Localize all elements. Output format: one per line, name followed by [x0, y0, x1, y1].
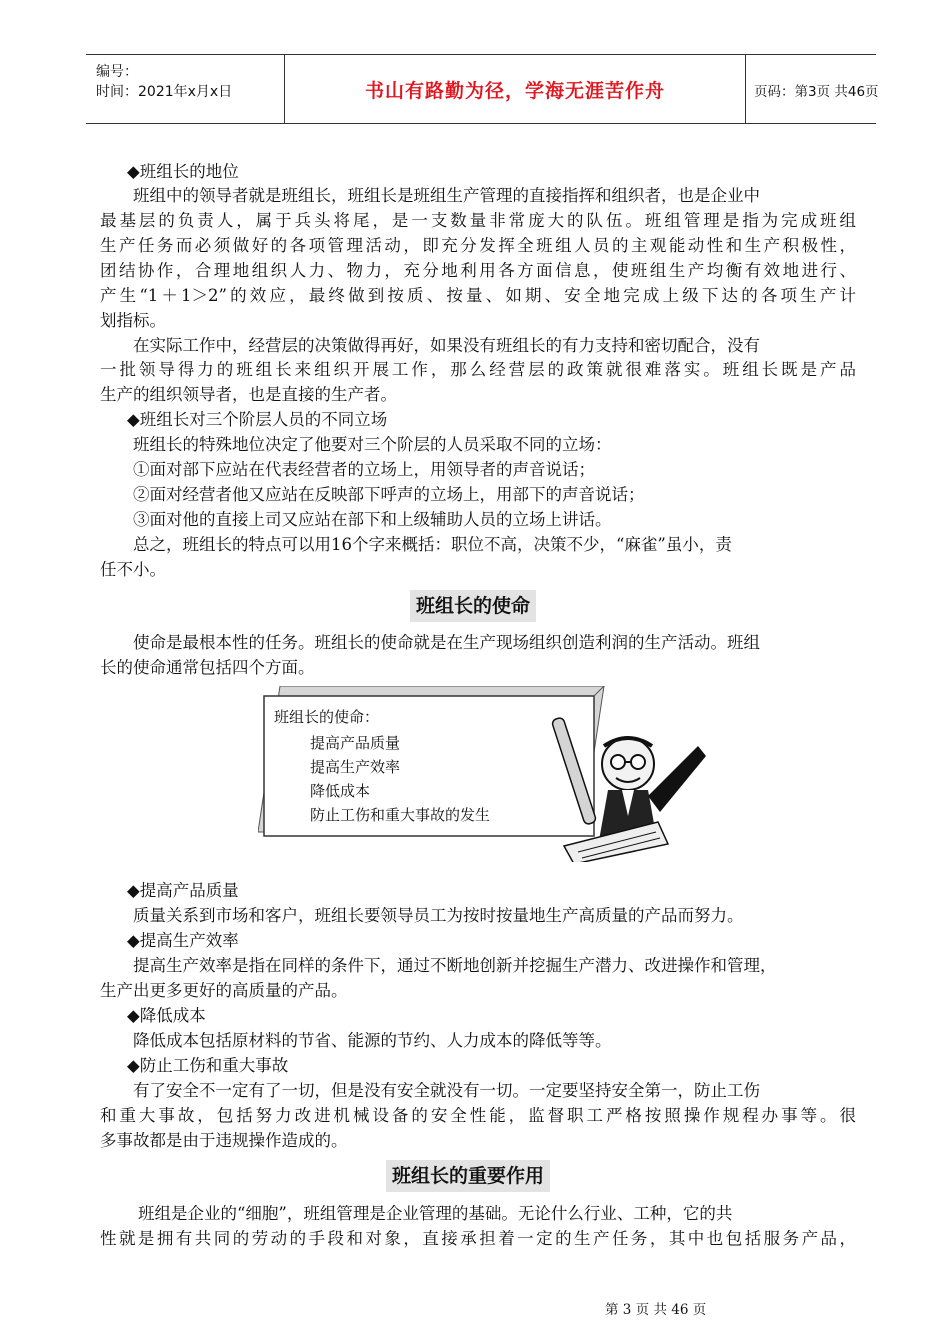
doc-number-label: 编号：	[96, 64, 138, 80]
header-page-info: 页码：第3页 共46页	[754, 84, 879, 100]
bullet-heading-quality: ◆提高产品质量	[127, 881, 239, 900]
page-footer: 第 3 页 共 46 页	[605, 1302, 707, 1318]
body-line: 质量关系到市场和客户，班组长要领导员工为按时按量地生产高质量的产品而努力。	[133, 906, 744, 925]
body-line: ③面对他的直接上司又应站在部下和上级辅助人员的立场上讲话。	[133, 510, 612, 529]
illustration-item: 提高产品质量	[310, 734, 401, 752]
body-line: 长的使命通常包括四个方面。	[100, 658, 315, 677]
body-line: 生产的组织领导者，也是直接的生产者。	[100, 385, 397, 404]
header-meta-cell	[86, 55, 284, 123]
section-title-role: 班组长的重要作用	[386, 1160, 550, 1192]
illustration-item: 降低成本	[310, 782, 371, 800]
bullet-heading-safety: ◆防止工伤和重大事故	[127, 1056, 289, 1075]
body-line: 团结协作，合理地组织人力、物力，充分地利用各方面信息，使班组生产均衡有效地进行、	[100, 261, 856, 280]
body-line: 划指标。	[100, 311, 166, 330]
body-line: 总之，班组长的特点可以用16个字来概括：职位不高，决策不少，“麻雀”虽小，责	[133, 535, 732, 554]
body-line: 班组中的领导者就是班组长，班组长是班组生产管理的直接指挥和组织者，也是企业中	[133, 186, 760, 205]
illustration-item: 提高生产效率	[310, 758, 401, 776]
body-line: ②面对经营者他又应站在反映部下呼声的立场上，用部下的声音说话；	[133, 485, 645, 504]
body-line: 性就是拥有共同的劳动的手段和对象，直接承担着一定的生产任务，其中也包括服务产品，	[100, 1229, 856, 1248]
body-line: 生产出更多更好的高质量的产品。	[100, 981, 348, 1000]
body-line: 产生“1＋1＞2”的效应，最终做到按质、按量、如期、安全地完成上级下达的各项生产计	[100, 286, 856, 305]
illustration-heading: 班组长的使命：	[274, 708, 380, 726]
mission-illustration	[258, 686, 706, 862]
body-line: 班组是企业的“细胞”，班组管理是企业管理的基础。无论什么行业、工种，它的共	[138, 1204, 733, 1223]
body-line: 和重大事故，包括努力改进机械设备的安全性能，监督职工严格按照操作规程办事等。很	[100, 1106, 856, 1125]
body-line: 一批领导得力的班组长来组织开展工作，那么经营层的政策就很难落实。班组长既是产品	[100, 360, 856, 379]
bullet-heading-cost: ◆降低成本	[127, 1006, 206, 1025]
doc-time-label: 时间：2021年x月x日	[96, 84, 233, 100]
body-line: ①面对部下应站在代表经营者的立场上，用领导者的声音说话；	[133, 460, 595, 479]
header-page-cell	[746, 55, 879, 123]
body-line: 提高生产效率是指在同样的条件下，通过不断地创新并挖掘生产潜力、改进操作和管理，	[133, 956, 777, 975]
body-line: 最基层的负责人，属于兵头将尾，是一支数量非常庞大的队伍。班组管理是指为完成班组	[100, 211, 856, 230]
bullet-heading-positions: ◆班组长对三个阶层人员的不同立场	[127, 410, 388, 429]
illustration-item: 防止工伤和重大事故的发生	[310, 806, 491, 824]
header-motto: 书山有路勤为径，学海无涯苦作舟	[364, 80, 665, 102]
body-line: 多事故都是由于违规操作造成的。	[100, 1131, 348, 1150]
body-line: 使命是最根本性的任务。班组长的使命就是在生产现场组织创造利润的生产活动。班组	[133, 633, 760, 652]
body-line: 在实际工作中，经营层的决策做得再好，如果没有班组长的有力支持和密切配合，没有	[133, 336, 760, 355]
header-motto-cell	[284, 55, 746, 123]
body-line: 降低成本包括原材料的节省、能源的节约、人力成本的降低等等。	[133, 1031, 612, 1050]
body-line: 生产任务而必须做好的各项管理活动，即充分发挥全班组人员的主观能动性和生产积极性，	[100, 236, 856, 255]
bullet-heading-efficiency: ◆提高生产效率	[127, 931, 239, 950]
body-line: 任不小。	[100, 560, 166, 579]
section-title-mission: 班组长的使命	[410, 590, 536, 622]
page-header	[86, 54, 879, 124]
body-line: 有了安全不一定有了一切，但是没有安全就没有一切。一定要坚持安全第一，防止工伤	[133, 1081, 760, 1100]
body-line: 班组长的特殊地位决定了他要对三个阶层的人员采取不同的立场：	[133, 435, 612, 454]
bullet-heading-status: ◆班组长的地位	[127, 162, 239, 181]
